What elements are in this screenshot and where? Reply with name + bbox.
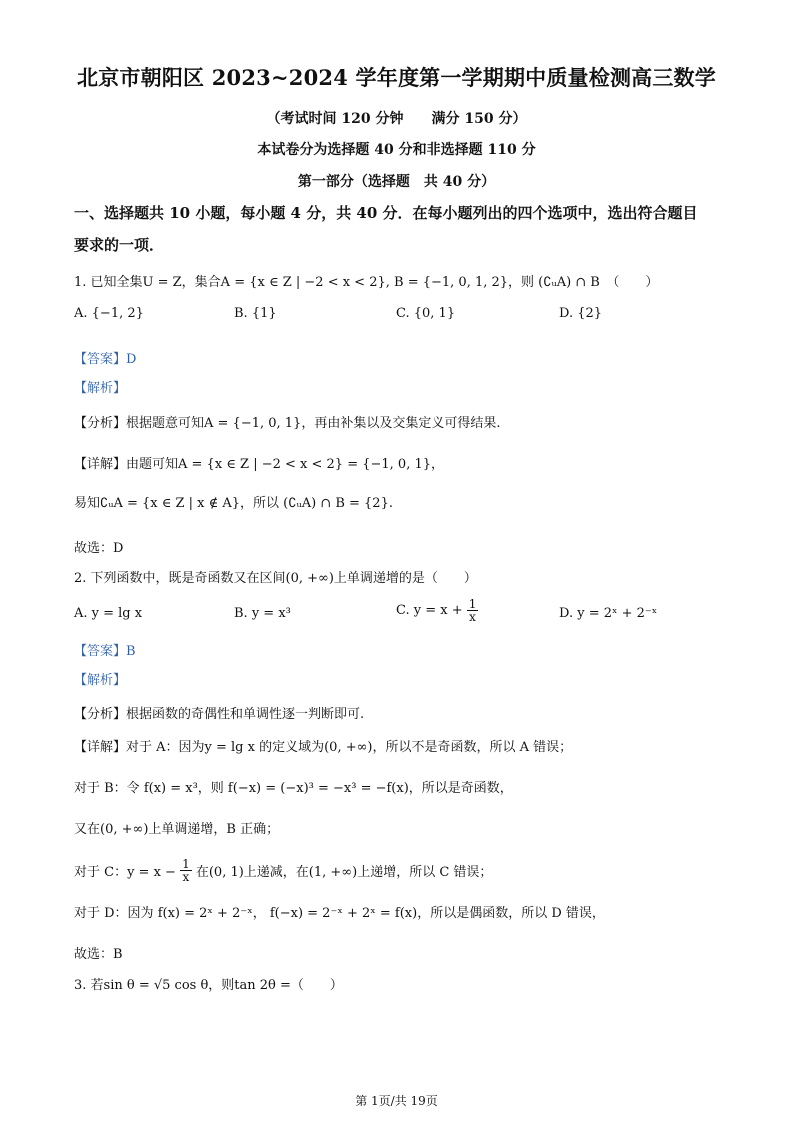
q2-fenxi: 【分析】根据函数的奇偶性和单调性逐一判断即可. <box>74 707 365 722</box>
q1-answer: 【答案】D <box>74 352 137 367</box>
q2-option-d: D. y = 2ˣ + 2⁻ˣ <box>559 606 658 621</box>
q2-option-c-numerator: 1 <box>468 597 477 611</box>
q1-option-d: D. {2} <box>559 306 603 321</box>
q3-stem: 3. 若sin θ = √5 cos θ，则tan 2θ =（ ） <box>74 978 343 993</box>
q1-option-b: B. {1} <box>234 306 277 321</box>
q2-detail-c-fraction <box>180 858 192 883</box>
q2-option-a: A. y = lg x <box>74 606 143 621</box>
q1-option-c: C. {0, 1} <box>396 306 456 321</box>
part-one-heading: 第一部分（选择题 共 40 分） <box>297 174 496 190</box>
q2-detail-c <box>74 858 492 883</box>
q2-analysis-label: 【解析】 <box>74 673 127 688</box>
q1-fenxi: 【分析】根据题意可知A = {−1, 0, 1}，再由补集以及交集定义可得结果. <box>74 416 501 431</box>
section-instructions-line1: 一、选择题共 10 小题，每小题 4 分，共 40 分．在每小题列出的四个选项中，选出符合题目 <box>74 204 698 222</box>
q2-option-b: B. y = x³ <box>234 606 291 621</box>
q2-option-c-fraction <box>467 598 479 623</box>
q1-detail-1: 【详解】由题可知A = {x ∈ Z | −2 < x < 2} = {−1, 0, 1}， <box>74 457 444 472</box>
q2-detail-a: 【详解】对于 A：因为y = lg x 的定义域为(0, +∞)，所以不是奇函数，所以 A 错误； <box>74 740 573 755</box>
q2-detail-c-numerator: 1 <box>182 857 190 871</box>
q1-stem: 1. 已知全集U = Z，集合A = {x ∈ Z | −2 < x < 2}, B = {−1, 0, 1, 2}，则 (∁ᵤA) ∩ B （ ） <box>74 275 659 290</box>
q1-detail-2: 易知∁ᵤA = {x ∈ Z | x ∉ A}，所以 (∁ᵤA) ∩ B = {2}. <box>74 496 393 511</box>
q2-detail-c-suffix: 在(0, 1)上递减，在(1, +∞)上递增，所以 C 错误； <box>195 865 493 880</box>
q2-option-c-denominator: x <box>469 610 476 624</box>
q2-stem: 2. 下列函数中，既是奇函数又在区间(0, +∞)上单调递增的是（ ） <box>74 571 477 586</box>
section-instructions-line2: 要求的一项． <box>74 236 165 254</box>
document-title: 北京市朝阳区 2023~2024 学年度第一学期期中质量检测高三数学 <box>77 65 716 90</box>
q2-detail-d: 对于 D：因为 f(x) = 2ˣ + 2⁻ˣ， f(−x) = 2⁻ˣ + 2ˣ = f(x)，所以是偶函数，所以 D 错误， <box>74 906 605 921</box>
q1-option-a: A. {−1, 2} <box>74 306 144 321</box>
q1-choice: 故选：D <box>74 541 124 556</box>
q2-detail-c-denominator: x <box>182 870 190 884</box>
q2-option-c-prefix: C. y = x + <box>396 603 463 618</box>
q2-choice: 故选：B <box>74 947 123 962</box>
q2-detail-b2: 又在(0, +∞)上单调递增，B 正确； <box>74 822 280 837</box>
exam-structure: 本试卷分为选择题 40 分和非选择题 110 分 <box>257 142 536 158</box>
q2-answer: 【答案】B <box>74 644 136 659</box>
q2-detail-b1: 对于 B：令 f(x) = x³，则 f(−x) = (−x)³ = −x³ = −f(x)，所以是奇函数， <box>74 781 513 796</box>
q2-detail-c-prefix: 对于 C：y = x − <box>74 865 176 880</box>
q1-analysis-label: 【解析】 <box>74 381 127 396</box>
q2-option-c <box>396 598 478 623</box>
exam-info: （考试时间 120 分钟 满分 150 分） <box>266 111 527 127</box>
page-number: 第 1页/共 19页 <box>355 1094 438 1108</box>
